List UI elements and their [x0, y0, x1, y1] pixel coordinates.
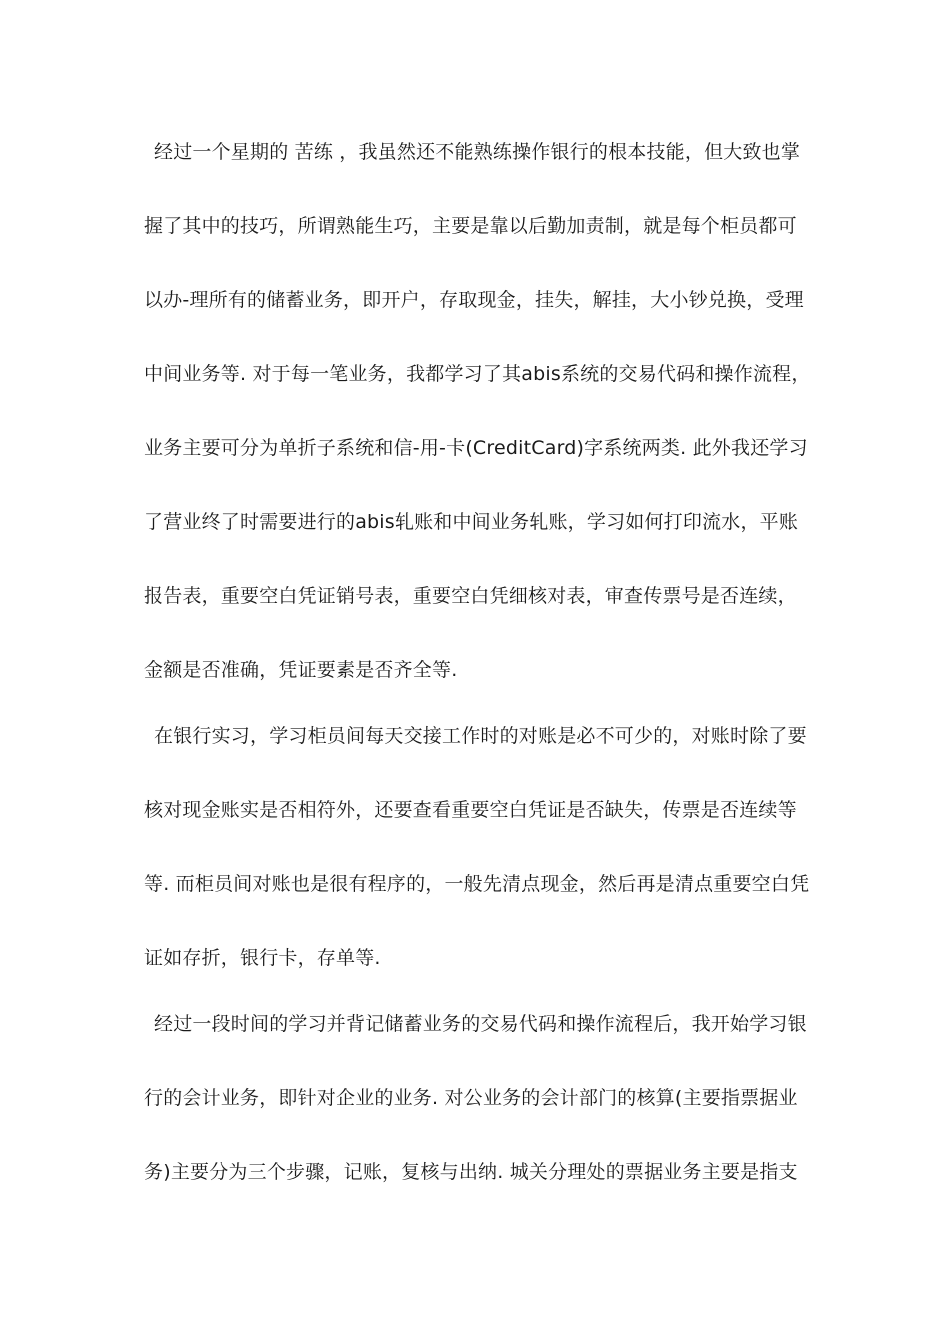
text-line: 报告表，重要空白凭证销号表，重要空白凭细核对表，审查传票号是否连续，	[144, 585, 797, 607]
text-line: 业务主要可分为单折子系统和信-用-卡(CreditCard)字系统两类. 此外我还学习	[144, 437, 808, 459]
text-line: 务)主要分为三个步骤，记账，复核与出纳. 城关分理处的票据业务主要是指支	[144, 1161, 798, 1183]
text-line: 了营业终了时需要进行的abis轧账和中间业务轧账，学习如何打印流水，平账	[144, 511, 799, 533]
text-line: 证如存折，银行卡，存单等.	[144, 947, 381, 969]
text-line: 核对现金账实是否相符外，还要查看重要空白凭证是否缺失，传票是否连续等	[144, 799, 797, 821]
text-line: 中间业务等. 对于每一笔业务，我都学习了其abis系统的交易代码和操作流程，	[144, 363, 811, 385]
paragraph-1	[144, 140, 824, 720]
paragraph-2	[144, 724, 824, 1008]
text-line: 金额是否准确，凭证要素是否齐全等.	[144, 659, 458, 681]
text-line: 行的会计业务，即针对企业的业务. 对公业务的会计部门的核算(主要指票据业	[144, 1087, 798, 1109]
text-line: 经过一段时间的学习并背记储蓄业务的交易代码和操作流程后，我开始学习银	[154, 1013, 807, 1035]
text-line: 握了其中的技巧，所谓熟能生巧，主要是靠以后勤加责制，就是每个柜员都可	[144, 215, 797, 237]
text-line: 以办-理所有的储蓄业务，即开户，存取现金，挂失，解挂，大小钞兑换，受理	[144, 289, 804, 311]
text-line: 经过一个星期的 苦练 ，我虽然还不能熟练操作银行的根本技能，但大致也掌	[154, 141, 801, 163]
text-line: 在银行实习，学习柜员间每天交接工作时的对账是必不可少的，对账时除了要	[154, 725, 807, 747]
paragraph-3	[144, 1012, 824, 1234]
text-line: 等. 而柜员间对账也是很有程序的，一般先清点现金，然后再是清点重要空白凭	[144, 873, 810, 895]
